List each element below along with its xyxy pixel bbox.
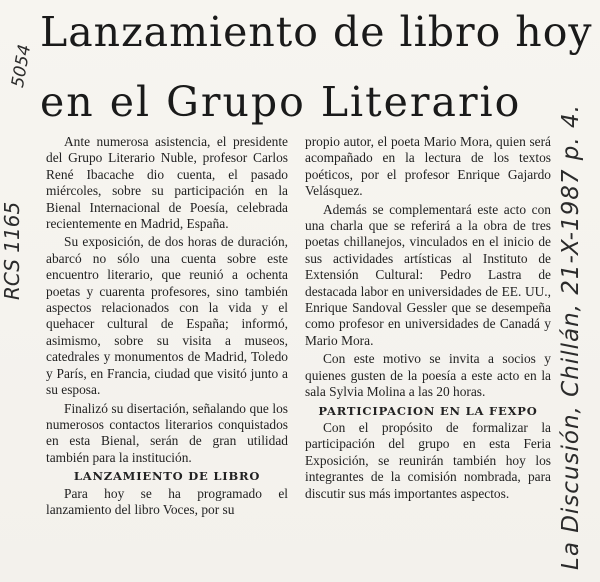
handwritten-archive-id: RCS 1165 — [0, 201, 24, 300]
handwritten-source-note: La Discusión, Chillán, 21-X-1987 p. 4. — [558, 104, 584, 570]
article-column-left — [46, 134, 288, 520]
article-paragraph: Ante numerosa asistencia, el presidente del Grupo Literario Nuble, profesor Carlos René Ibacache dio cuenta, el pasado miércoles, sobre su participación en la Bienal Internacional de Poesía, celebrada recientemente en Madrid, España. — [46, 134, 288, 232]
article-paragraph: Finalizó su disertación, señalando que los numerosos contactos literarios conquistados en esta Bienal, serán de gran utilidad también para la institución. — [46, 400, 288, 465]
article-paragraph: Para hoy se ha programado el lanzamiento del libro Voces, por su — [46, 485, 288, 517]
article-paragraph-continued: propio autor, el poeta Mario Mora, quien será acompañado en la lectura de los textos poéticos, por el profesor Enrique Gajardo Velásquez. — [305, 134, 551, 199]
article-paragraph: Además se complementará este acto con una charla que se referirá a la obra de tres poetas chillanejos, vinculados en el inicio de sus actividades artísticas al Instituto de Extensión Cultural: Pedro Lastra de destacada labor en universidades de EE. UU., Enrique Sandoval Gessler que se desempeña como profesor en universidades de Canadá y Mario Mora. — [305, 201, 551, 348]
headline-line-1: Lanzamiento de libro hoy — [40, 8, 593, 56]
article-paragraph: Con este motivo se invita a socios y quienes gusten de la poesía a este acto en la sala Sylvia Molina a las 20 horas. — [305, 351, 551, 400]
article-paragraph: Su exposición, de dos horas de duración, abarcó no sólo una cuenta sobre este encuentro literario, que reunió a ochenta poetas y cuarenta profesores, sino también aspectos relacionados con la vida y el quehacer cultural de España; informó, asimismo, sobre su visita a museos, catedrales y monumentos de Madrid, Toledo y París, en Francia, ciudad que visitó junto a su esposa. — [46, 234, 288, 398]
section-subheading: LANZAMIENTO DE LIBRO — [73, 469, 261, 484]
article-paragraph: Con el propósito de formalizar la participación del grupo en esta Feria Exposición, se reunirán también hoy los integrantes de la comisión nombrada, para discutir sus más importantes aspectos. — [305, 419, 551, 501]
handwritten-archive-number: 5054 — [8, 43, 36, 90]
section-subheading: PARTICIPACION EN LA FEXPO — [318, 403, 538, 418]
headline-line-2: en el Grupo Literario — [40, 78, 522, 126]
article-column-right — [305, 134, 551, 504]
